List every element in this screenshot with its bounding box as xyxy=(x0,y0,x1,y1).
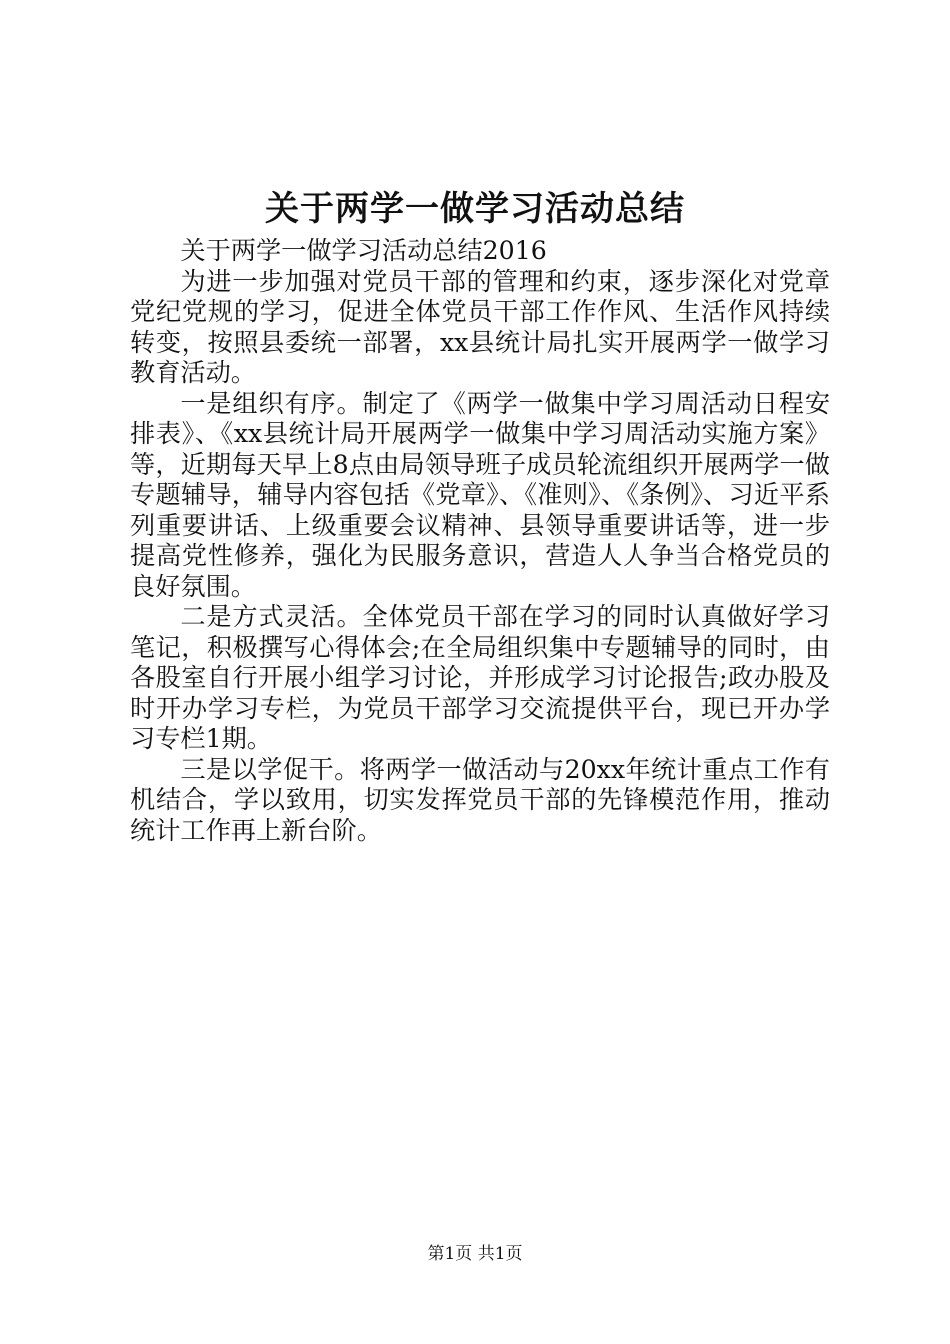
document-title: 关于两学一做学习活动总结 xyxy=(265,189,685,229)
document-body xyxy=(130,236,830,846)
paragraph-point-one: 一是组织有序。制定了《两学一做集中学习周活动日程安排表》、《xx县统计局开展两学一做集中学习周活动实施方案》等，近期每天早上8点由局领导班子成员轮流组织开展两学一做专题辅导，辅导内容包括《党章》、《准则》、《条例》、习近平系列重要讲话、上级重要会议精神、县领导重要讲话等，进一步提高党性修养，强化为民服务意识，营造人人争当合格党员的良好氛围。 xyxy=(130,388,830,601)
page-number-footer: 第1页 共1页 xyxy=(427,1244,523,1264)
paragraph-intro: 为进一步加强对党员干部的管理和约束，逐步深化对党章党纪党规的学习，促进全体党员干部工作作风、生活作风持续转变，按照县委统一部署，xx县统计局扎实开展两学一做学习教育活动。 xyxy=(130,266,830,387)
paragraph-subtitle: 关于两学一做学习活动总结2016 xyxy=(180,236,547,265)
paragraph-point-two: 二是方式灵活。全体党员干部在学习的同时认真做好学习笔记，积极撰写心得体会;在全局组织集中专题辅导的同时，由各股室自行开展小组学习讨论，并形成学习讨论报告;政办股及时开办学习专栏，为党员干部学习交流提供平台，现已开办学习专栏1期。 xyxy=(130,602,830,753)
paragraph-point-three: 三是以学促干。将两学一做活动与20xx年统计重点工作有机结合，学以致用，切实发挥党员干部的先锋模范作用，推动统计工作再上新台阶。 xyxy=(130,754,830,845)
